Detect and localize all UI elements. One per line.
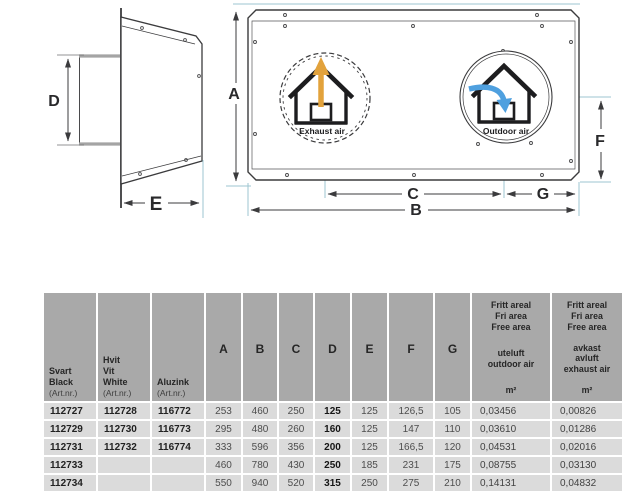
header-artnr: (Art.nr.) [49,387,78,398]
cell-dim-a: 460 [206,457,241,473]
cell-free-outdoor: 0,03610 [472,421,550,437]
cell-dim-a: 550 [206,475,241,491]
cell-free-exhaust: 0,02016 [552,439,622,455]
dim-label-c: C [407,186,419,203]
cell-dim-c: 260 [279,421,313,437]
cell-free-outdoor: 0,14131 [472,475,550,491]
dimension-b [251,202,575,219]
cell-dim-b: 480 [243,421,277,437]
cell-dim-a: 333 [206,439,241,455]
cell-dim-e: 250 [352,475,387,491]
cell-artnr-aluzink [152,475,204,491]
free-area-sub: avkast avluft exhaust air [563,342,611,375]
dim-label-e: E [149,194,163,215]
header-artnr: (Art.nr.) [157,387,186,398]
header-line: Vit [103,365,115,376]
table-row [44,457,622,473]
table-row [44,421,622,437]
cell-artnr-aluzink: 116774 [152,439,204,455]
cell-artnr-white: 112730 [98,421,150,437]
dimension-a [228,12,240,181]
cell-artnr-white [98,457,150,473]
col-header-d: D [315,293,350,401]
cell-dim-b: 780 [243,457,277,473]
cell-dim-e: 125 [352,403,387,419]
cell-dim-c: 356 [279,439,313,455]
cell-dim-c: 430 [279,457,313,473]
front-view [226,4,611,219]
cell-dim-c: 520 [279,475,313,491]
col-header-c: C [279,293,313,401]
cell-free-exhaust: 0,04832 [552,475,622,491]
cell-dim-g: 210 [435,475,470,491]
cell-dim-g: 175 [435,457,470,473]
dim-label-b: B [410,202,422,219]
dimension-c [328,186,501,203]
cell-dim-d: 160 [315,421,350,437]
cell-artnr-aluzink: 116772 [152,403,204,419]
outdoor-grille [460,51,552,143]
exhaust-air-label: Exhaust air [299,126,345,136]
col-header-a: A [206,293,241,401]
cell-artnr-black: 112733 [44,457,96,473]
cell-free-exhaust: 0,00826 [552,403,622,419]
cell-artnr-black: 112734 [44,475,96,491]
cell-artnr-black: 112729 [44,421,96,437]
cell-free-outdoor: 0,04531 [472,439,550,455]
cell-dim-b: 460 [243,403,277,419]
free-area-title: Fritt areal Fri area Free area [566,300,608,332]
cell-dim-g: 120 [435,439,470,455]
cell-free-exhaust: 0,01286 [552,421,622,437]
technical-drawing [0,0,643,240]
cell-dim-a: 253 [206,403,241,419]
cell-dim-b: 940 [243,475,277,491]
cell-dim-g: 105 [435,403,470,419]
dimension-d [48,55,84,145]
col-header-black [44,293,96,401]
cell-free-exhaust: 0,03130 [552,457,622,473]
header-line: Aluzink [157,376,190,387]
col-header-aluzink [152,293,204,401]
cell-artnr-white [98,475,150,491]
table-row [44,475,622,491]
dim-label-g: G [536,186,550,203]
dim-label-f: F [595,133,605,150]
col-header-e: E [352,293,387,401]
cell-free-outdoor: 0,03456 [472,403,550,419]
outdoor-air-label: Outdoor air [482,126,530,136]
cell-dim-f: 126,5 [389,403,433,419]
unit-label: m² [581,385,593,395]
cell-artnr-white: 112728 [98,403,150,419]
cell-dim-e: 125 [352,421,387,437]
col-header-b: B [243,293,277,401]
cell-artnr-aluzink [152,457,204,473]
cell-dim-d: 315 [315,475,350,491]
cell-dim-d: 250 [315,457,350,473]
dim-label-d: D [48,93,60,110]
header-line: Black [49,376,74,387]
cell-dim-d: 200 [315,439,350,455]
table-row [44,439,622,455]
unit-label: m² [505,385,517,396]
header-line: Svart [49,365,72,376]
col-header-free-area-exhaust [552,293,622,401]
spec-table [42,291,624,493]
side-view [79,8,202,208]
cell-dim-g: 110 [435,421,470,437]
cell-artnr-aluzink: 116773 [152,421,204,437]
cell-dim-b: 596 [243,439,277,455]
cell-dim-f: 231 [389,457,433,473]
header-artnr: (Art.nr.) [103,387,132,398]
cell-dim-f: 275 [389,475,433,491]
cell-dim-a: 295 [206,421,241,437]
table-row [44,403,622,419]
free-area-sub: uteluft outdoor air [487,348,535,369]
dimension-f [595,101,605,179]
cell-artnr-white: 112732 [98,439,150,455]
cell-dim-e: 185 [352,457,387,473]
cell-dim-d: 125 [315,403,350,419]
cell-dim-f: 166,5 [389,439,433,455]
col-header-g: G [435,293,470,401]
cell-dim-c: 250 [279,403,313,419]
dimension-g [507,186,575,203]
cell-free-outdoor: 0,08755 [472,457,550,473]
header-line: White [103,376,128,387]
table-header-row [44,293,622,401]
header-line: Hvit [103,354,121,365]
cell-artnr-black: 112731 [44,439,96,455]
col-header-white [98,293,150,401]
free-area-title: Fritt areal Fri area Free area [490,300,532,332]
col-header-f: F [389,293,433,401]
exhaust-grille [280,53,370,143]
col-header-free-area-outdoor [472,293,550,401]
cell-artnr-black: 112727 [44,403,96,419]
dim-label-a: A [228,86,240,103]
cell-dim-e: 125 [352,439,387,455]
cell-dim-f: 147 [389,421,433,437]
